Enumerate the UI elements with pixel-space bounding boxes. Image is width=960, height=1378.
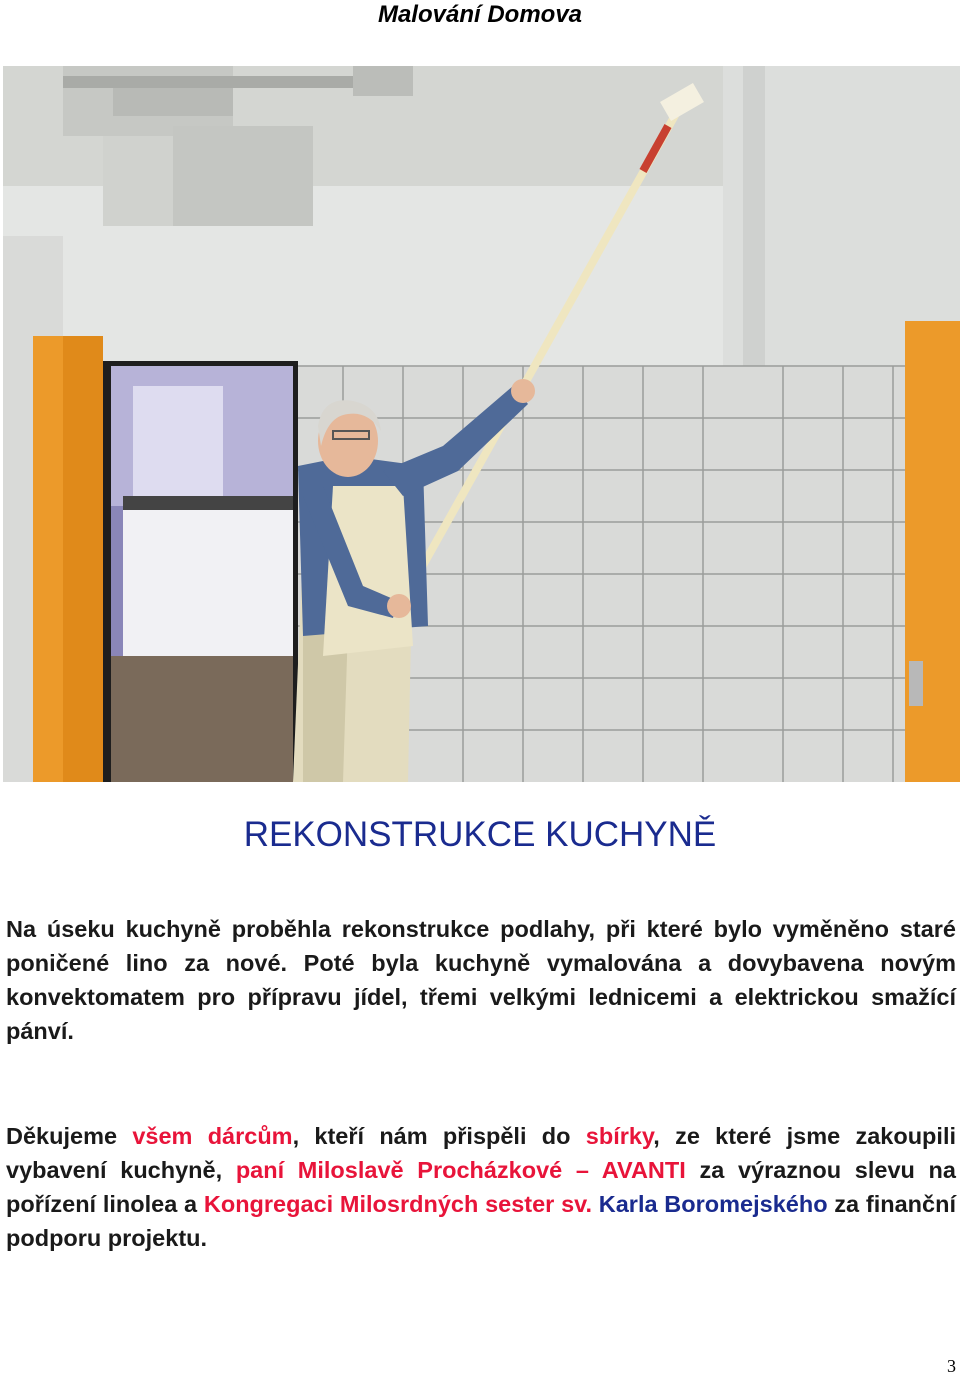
newsletter-header: Malování Domova: [377, 1, 583, 28]
thanks-text: , ze které jsme zakoupili vybavení kuchyně,: [6, 1123, 957, 1183]
congregation-name: Karla Boromejského: [598, 1191, 828, 1217]
collection-highlight: sbírky: [585, 1123, 654, 1149]
page-number: 3: [947, 1356, 956, 1376]
sponsor-avanti-highlight: paní Miloslavě Procházkové – AVANTI: [235, 1157, 686, 1183]
article-paragraph-1: Na úseku kuchyně proběhla rekonstrukce podlahy, při které bylo vyměněno staré poničené lino za nové. Poté byla kuchyně vymalována a dovybavena novým konvektomatem pro přípravu jídel, třemi velkými lednicemi a elektrickou smažící pánví.: [6, 916, 956, 1044]
thanks-text: , kteří nám přispěli do: [292, 1123, 586, 1149]
article-paragraph-2: [6, 1119, 956, 1255]
donors-highlight: všem dárcům: [132, 1123, 293, 1149]
congregation-highlight: Kongregaci Milosrdných sester sv.: [203, 1191, 599, 1217]
thanks-text: za výraznou slevu na pořízení linolea a: [6, 1157, 956, 1217]
thanks-text: za finanční podporu projektu.: [6, 1191, 956, 1251]
thanks-text: Děkujeme: [6, 1123, 133, 1149]
article-title: REKONSTRUKCE KUCHYNĚ: [243, 815, 717, 854]
article-photo: [3, 66, 960, 782]
